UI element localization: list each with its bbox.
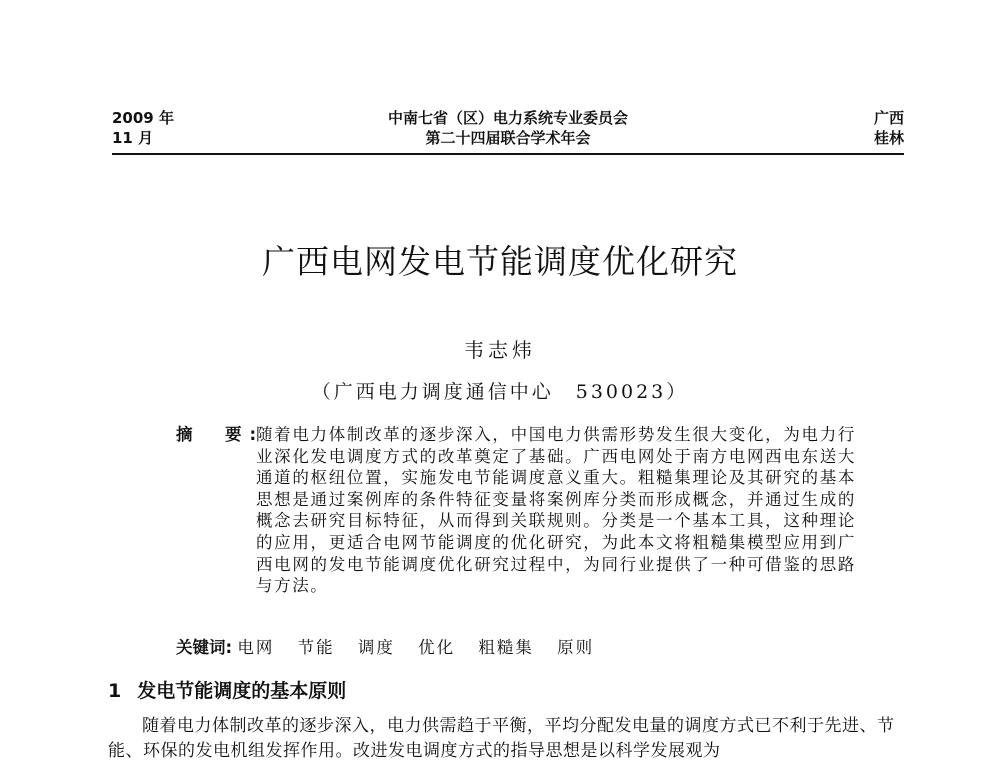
keyword-item: 调度	[357, 638, 395, 657]
keyword-item: 优化	[418, 638, 456, 657]
section-title: 发电节能调度的基本原则	[137, 680, 347, 702]
running-header	[112, 108, 904, 152]
header-meeting: 第二十四届联合学术年会	[425, 129, 591, 147]
abstract-text: 随着电力体制改革的逐步深入，中国电力供需形势发生很大变化，为电力行业深化发电调度方式的改革奠定了基础。广西电网处于南方电网西电东送大通道的枢纽位置，实施发电节能调度意义重大。粗糙集理论及其研究的基本思想是通过案例库的条件特征变量将案例库分类而形成概念，并通过生成的概念去研究目标特征，从而得到关联规则。分类是一个基本工具，这种理论的应用，更适合电网节能调度的优化研究，为此本文将粗糙集模型应用到广西电网的发电节能调度优化研究过程中，为同行业提供了一种可借鉴的思路与方法。	[256, 425, 856, 596]
header-year: 2009 年	[112, 109, 174, 127]
header-province: 广西	[873, 109, 904, 127]
header-committee: 中南七省（区）电力系统专业委员会	[387, 109, 628, 127]
author-name: 韦志炜	[464, 338, 536, 362]
keywords-label: 关键词:	[176, 638, 233, 657]
keyword-item: 电网	[237, 638, 275, 657]
section-heading	[108, 678, 346, 704]
paper-title: 广西电网发电节能调度优化研究	[262, 242, 738, 281]
header-location	[874, 108, 904, 148]
body-paragraph: 随着电力体制改革的逐步深入，电力供需趋于平衡，平均分配发电量的调度方式已不利于先进、节能、环保的发电机组发挥作用。改进发电调度方式的指导思想是以科学发展观为	[108, 716, 895, 761]
abstract-label: 摘 要:	[176, 425, 265, 444]
keyword-item: 节能	[297, 638, 335, 657]
header-month: 11 月	[112, 129, 154, 147]
keyword-item: 原则	[557, 638, 595, 657]
keyword-item: 粗糙集	[478, 638, 534, 657]
header-city: 桂林	[873, 129, 904, 147]
author-affiliation: （广西电力调度通信中心 530023）	[311, 381, 689, 403]
abstract-block	[176, 424, 856, 597]
section-number: 1	[108, 680, 122, 702]
header-rule	[112, 153, 904, 155]
keywords-line	[176, 637, 876, 659]
header-conference	[112, 108, 904, 148]
